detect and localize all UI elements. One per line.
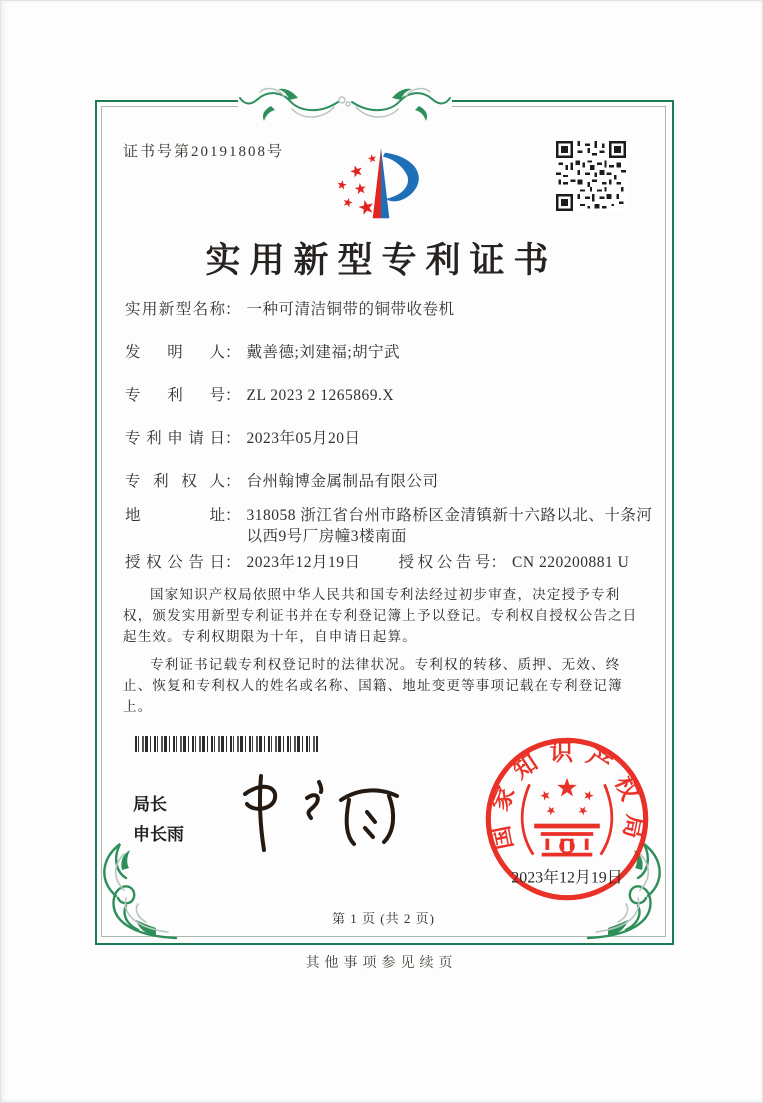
seal-date-text: 2023年12月19日	[511, 869, 623, 887]
legal-text	[123, 584, 649, 724]
official-seal-icon	[478, 730, 656, 908]
field-label: 专利权人	[125, 473, 225, 490]
cnipa-logo-icon	[328, 144, 436, 232]
field-grant-row: 授权公告日 ： 2023年12月19日 授权公告号 ： CN 220200881 U	[125, 553, 629, 574]
field-address: 地址 ： 318058 浙江省台州市路桥区金清镇新十六路以北、十条河以西9号厂房幢3楼南面	[125, 506, 667, 548]
commissioner-title: 局长	[133, 795, 167, 814]
page-number: 第 1 页 (共 2 页)	[332, 911, 435, 926]
certificate-title: 实用新型专利证书	[205, 241, 558, 280]
field-label: 授权公告日	[125, 554, 225, 571]
field-label: 专利号	[125, 387, 225, 404]
national-emblem-icon	[522, 778, 612, 857]
field-label: 专利申请日	[125, 430, 225, 447]
handwritten-signature-icon	[233, 770, 403, 855]
commissioner-name: 申长雨	[133, 825, 184, 844]
field-filing-date: 专利申请日 ： 2023年05月20日	[125, 429, 361, 450]
field-value: 318058 浙江省台州市路桥区金清镇新十六路以北、十条河以西9号厂房幢3楼南面	[246, 507, 653, 545]
barcode-icon	[135, 736, 318, 752]
top-floral-ornament-icon	[238, 76, 452, 128]
legal-paragraph-1: 国家知识产权局依照中华人民共和国专利法经过初步审查，决定授予专利权，颁发实用新型专利证书并在专利登记簿上予以登记。专利权自授权公告之日起生效。专利权期限为十年，自申请日起算。	[123, 587, 638, 644]
field-label: 地址	[125, 507, 225, 524]
field-label: 授权公告号	[398, 554, 491, 571]
field-value: ZL 2023 2 1265869.X	[246, 387, 395, 404]
certificate-number: 证书号第20191808号	[123, 144, 285, 160]
field-value: 2023年05月20日	[246, 430, 361, 447]
continuation-note: 其他事项参见续页	[305, 956, 458, 971]
grant-number-value: CN 220200881 U	[512, 554, 630, 571]
field-label: 发明人	[125, 344, 225, 361]
field-patentee: 专利权人 ： 台州翰博金属制品有限公司	[125, 472, 439, 493]
seal-agency-text: 国家知识产权局	[486, 740, 648, 852]
field-value: 戴善德;刘建福;胡宁武	[246, 344, 401, 361]
legal-paragraph-2: 专利证书记载专利权登记时的法律状况。专利权的转移、质押、无效、终止、恢复和专利权人的姓名或名称、国籍、地址变更等事项记载在专利登记簿上。	[123, 657, 623, 714]
commissioner-block	[133, 790, 184, 850]
field-label: 实用新型名称	[125, 301, 225, 318]
field-patent-number: 专利号 ： ZL 2023 2 1265869.X	[125, 386, 394, 407]
field-grant-number: 授权公告号 ： CN 220200881 U	[399, 553, 630, 574]
field-value: 一种可清洁铜带的铜带收卷机	[246, 301, 455, 318]
field-value: 台州翰博金属制品有限公司	[246, 473, 439, 490]
field-utility-model-name: 实用新型名称 ： 一种可清洁铜带的铜带收卷机	[125, 300, 455, 321]
grant-date-value: 2023年12月19日	[246, 554, 361, 571]
qr-code-icon	[556, 141, 626, 211]
field-inventor: 发明人 ： 戴善德;刘建福;胡宁武	[125, 343, 400, 364]
